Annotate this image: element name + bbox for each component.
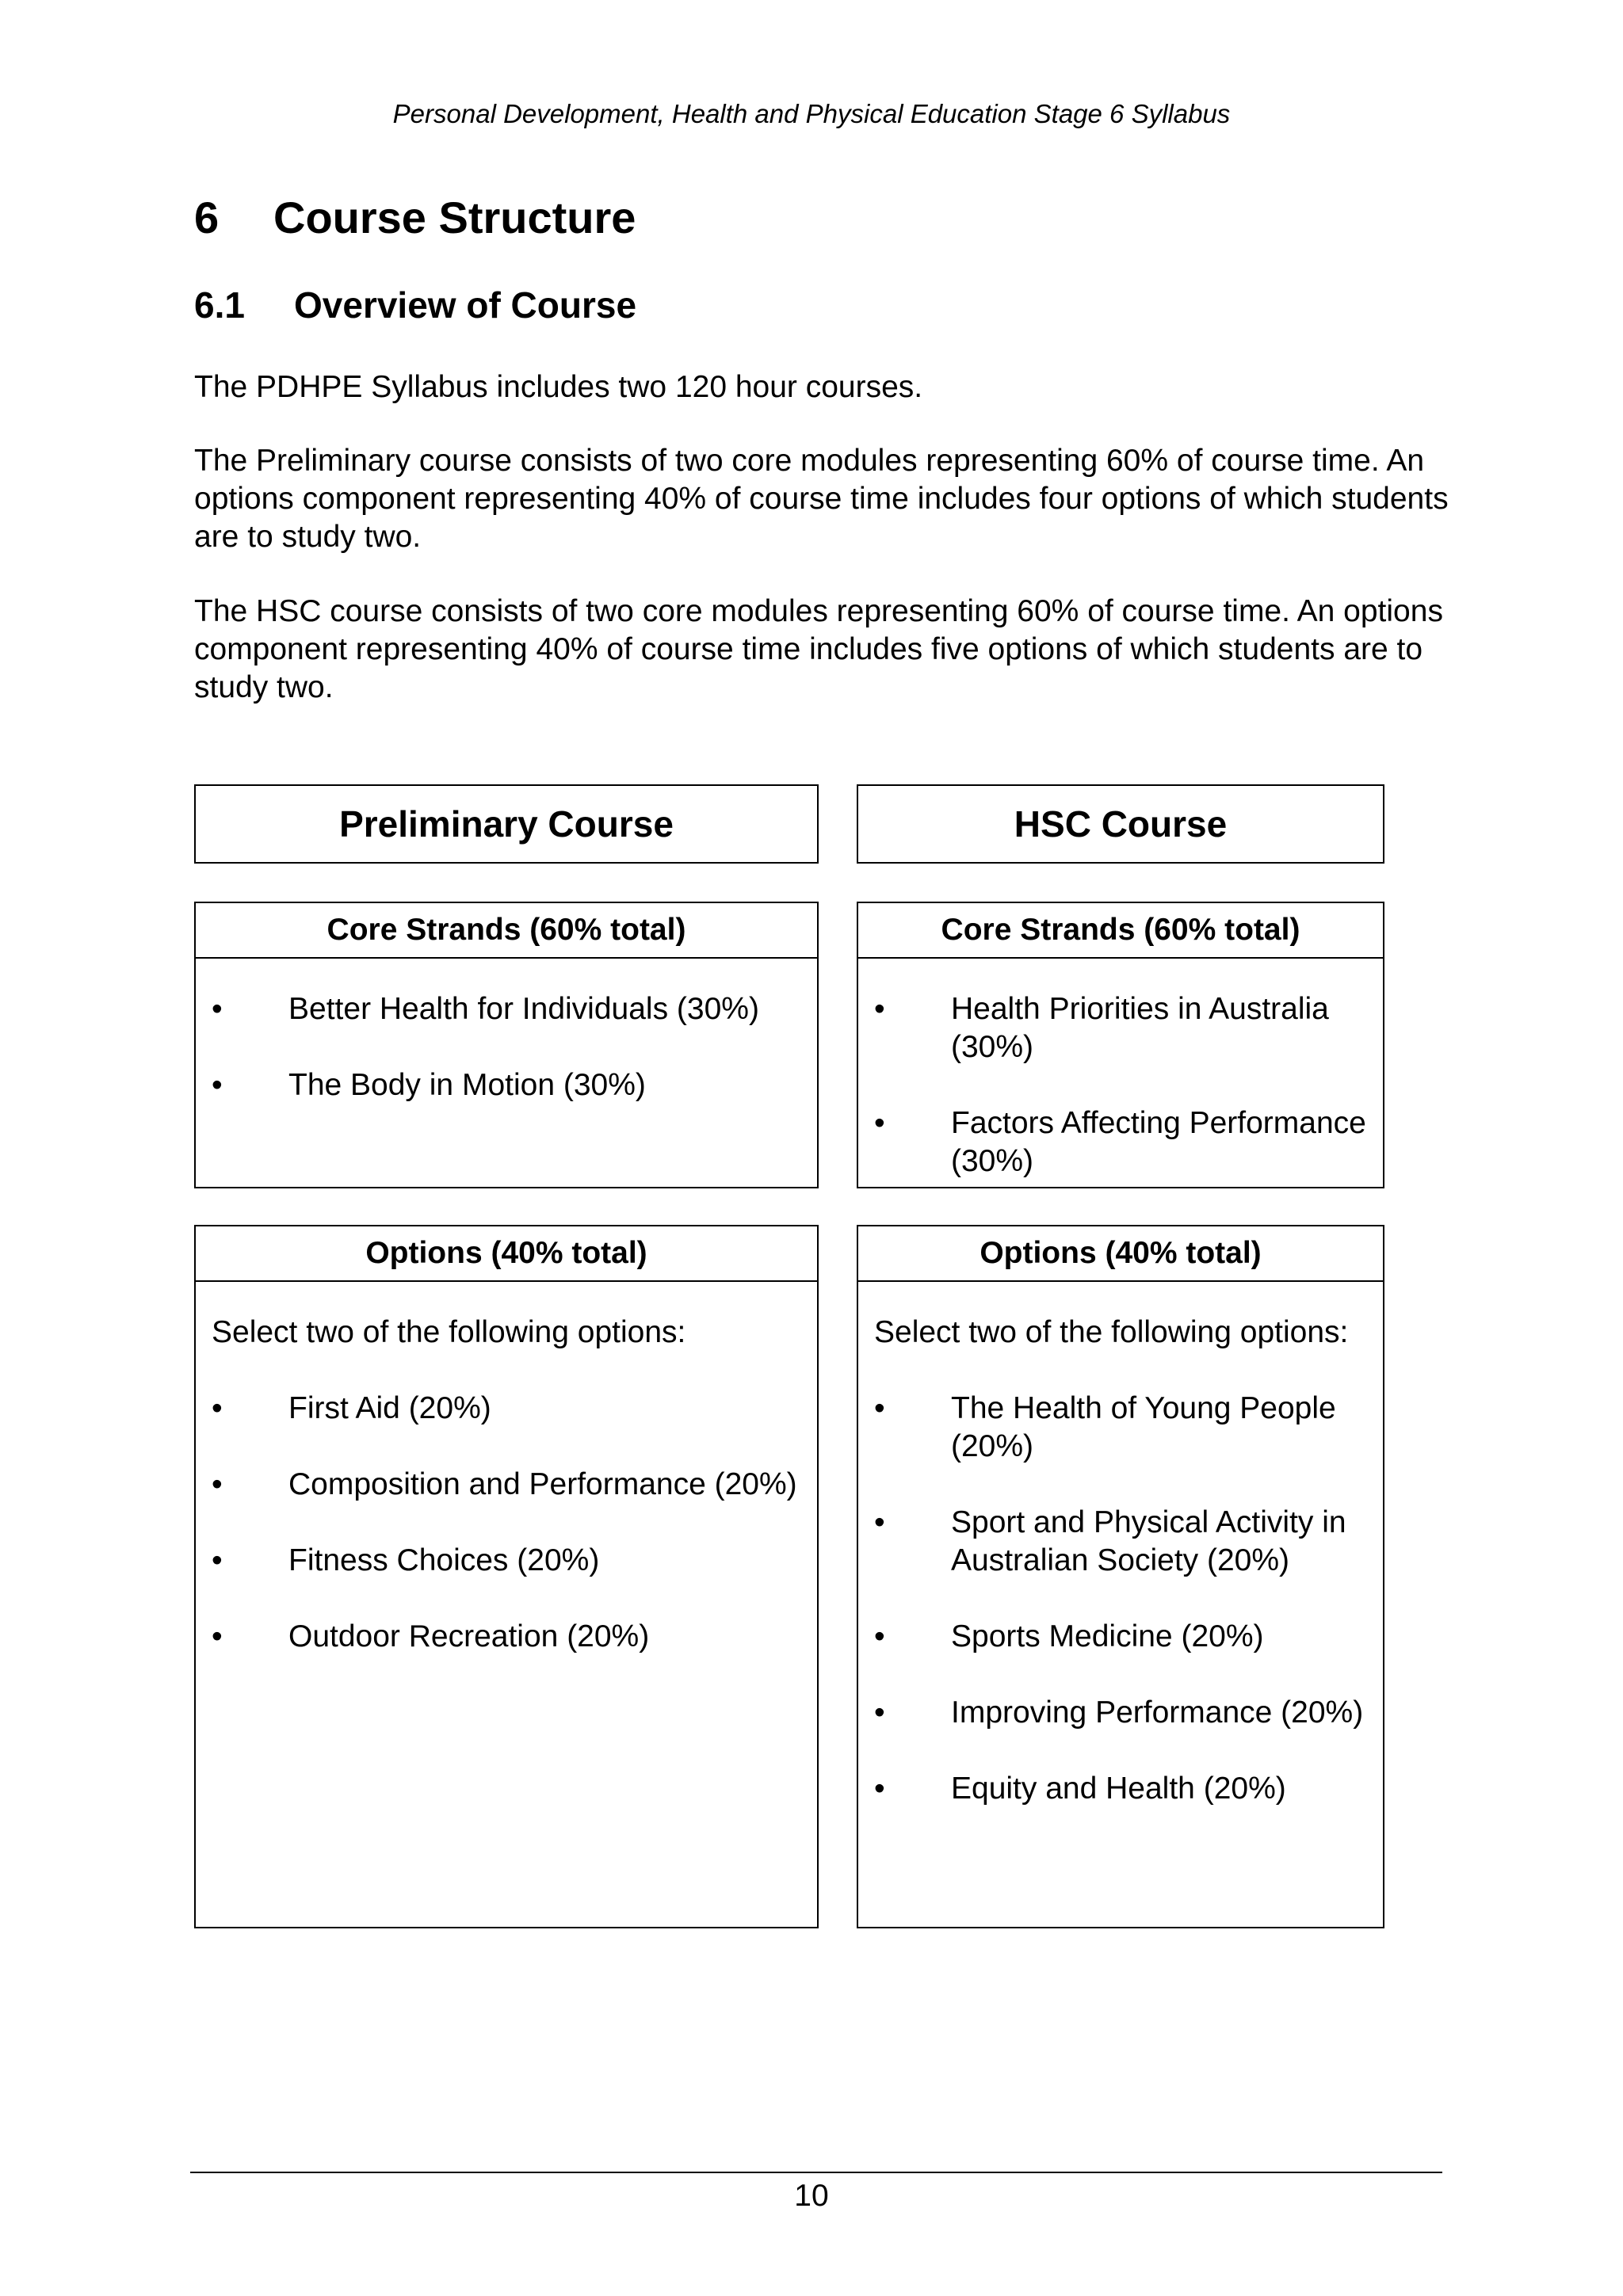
list-item <box>212 1466 801 1504</box>
list-item-text: First Aid (20%) <box>288 1391 491 1425</box>
hsc-options-box <box>857 1225 1384 1928</box>
list-item <box>212 1390 801 1428</box>
list-item-text: Outdoor Recreation (20%) <box>288 1619 650 1653</box>
hsc-options-intro: Select two of the following options: <box>874 1315 1349 1349</box>
footer-rule <box>190 2172 1442 2173</box>
list-item-text: Fitness Choices (20%) <box>288 1543 600 1577</box>
bullet-glyph: • <box>874 992 885 1026</box>
subsection-number: 6.1 <box>194 284 245 326</box>
subsection-heading <box>194 281 636 329</box>
list-item-text: Improving Performance (20%) <box>951 1695 1364 1730</box>
preliminary-core-box <box>194 902 819 1188</box>
paragraph-preliminary: The Preliminary course consists of two core modules representing 60% of course time. An options component representing 40% of course time includes four options of which students are to study two. <box>194 444 1449 554</box>
bullet-glyph: • <box>212 1619 223 1653</box>
preliminary-options-heading: Options (40% total) <box>196 1226 817 1282</box>
list-item-text: Health Priorities in Australia (30%) <box>951 992 1329 1064</box>
hsc-options-body <box>858 1282 1383 1808</box>
preliminary-core-heading: Core Strands (60% total) <box>196 903 817 959</box>
preliminary-core-body <box>196 959 817 1104</box>
list-item-text: Factors Affecting Performance (30%) <box>951 1106 1366 1178</box>
list-item <box>212 1542 801 1580</box>
list-item <box>874 1504 1367 1580</box>
paragraph-hsc: The HSC course consists of two core modules representing 60% of course time. An options component representing 40% of course time includes five options of which students are to study two. <box>194 594 1443 704</box>
list-item-text: Composition and Performance (20%) <box>288 1467 797 1501</box>
list-item-text: Equity and Health (20%) <box>951 1772 1286 1806</box>
bullet-glyph: • <box>874 1619 885 1653</box>
hsc-core-box <box>857 902 1384 1188</box>
bullet-glyph: • <box>874 1505 885 1539</box>
list-item <box>874 1694 1367 1732</box>
bullet-glyph: • <box>212 1391 223 1425</box>
list-item <box>212 1618 801 1656</box>
list-item <box>874 1618 1367 1656</box>
list-item <box>874 1104 1367 1180</box>
list-item <box>874 990 1367 1066</box>
bullet-glyph: • <box>212 992 223 1026</box>
bullet-glyph: • <box>212 1467 223 1501</box>
list-item <box>874 1770 1367 1808</box>
list-item <box>212 990 801 1028</box>
hsc-options-list <box>874 1390 1367 1808</box>
preliminary-options-box <box>194 1225 819 1928</box>
list-item-text: Sports Medicine (20%) <box>951 1619 1264 1653</box>
preliminary-options-list <box>212 1390 801 1656</box>
list-item-text: Sport and Physical Activity in Australian Society (20%) <box>951 1505 1346 1577</box>
preliminary-core-list <box>212 990 801 1104</box>
section-number: 6 <box>194 193 220 242</box>
list-item-text: Better Health for Individuals (30%) <box>288 992 759 1026</box>
hsc-core-body <box>858 959 1383 1180</box>
list-item <box>874 1390 1367 1466</box>
paragraph-intro: The PDHPE Syllabus includes two 120 hour courses. <box>194 370 923 404</box>
hsc-core-list <box>874 990 1367 1180</box>
hsc-course-title: HSC Course <box>857 784 1384 864</box>
bullet-glyph: • <box>874 1391 885 1425</box>
preliminary-options-body <box>196 1282 817 1656</box>
bullet-glyph: • <box>874 1772 885 1806</box>
bullet-glyph: • <box>874 1695 885 1730</box>
hsc-options-heading: Options (40% total) <box>858 1226 1383 1282</box>
preliminary-course-title: Preliminary Course <box>194 784 819 864</box>
bullet-glyph: • <box>212 1543 223 1577</box>
list-item <box>212 1066 801 1104</box>
subsection-title: Overview of Course <box>294 284 637 326</box>
running-header: Personal Development, Health and Physical Education Stage 6 Syllabus <box>392 99 1231 128</box>
list-item-text: The Body in Motion (30%) <box>288 1068 646 1102</box>
list-item-text: The Health of Young People (20%) <box>951 1391 1336 1463</box>
page-number: 10 <box>794 2179 829 2213</box>
section-title: Course Structure <box>273 193 636 242</box>
hsc-core-heading: Core Strands (60% total) <box>858 903 1383 959</box>
section-heading <box>194 190 636 246</box>
bullet-glyph: • <box>874 1106 885 1140</box>
preliminary-options-intro: Select two of the following options: <box>212 1315 686 1349</box>
bullet-glyph: • <box>212 1068 223 1102</box>
